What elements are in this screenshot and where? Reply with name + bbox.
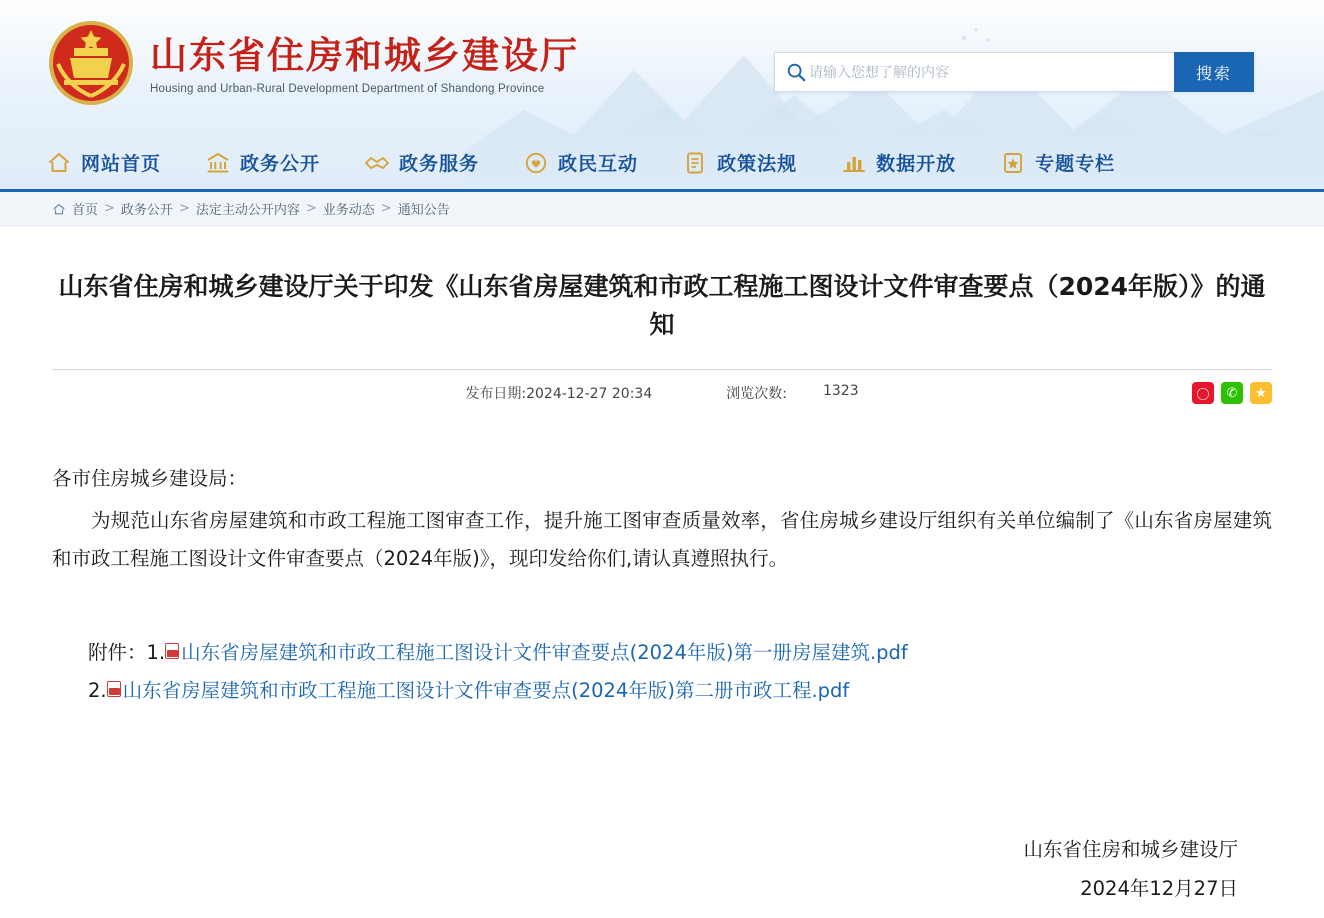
attachments-label: 附件： [88, 641, 147, 665]
qzone-share-icon[interactable]: ★ [1250, 382, 1272, 404]
site-header [0, 0, 1324, 192]
nav-item-special-columns[interactable] [1000, 137, 1115, 189]
breadcrumb-item-statutory-disclosure[interactable]: 法定主动公开内容 [195, 203, 300, 218]
main-navigation [0, 136, 1324, 192]
share-buttons [1192, 382, 1272, 404]
wechat-share-icon[interactable]: ✆ [1221, 382, 1243, 404]
article-body [52, 460, 1272, 578]
breadcrumb-item-home[interactable]: 首页 [72, 203, 99, 218]
nav-item-open-data[interactable] [841, 137, 956, 189]
attachment-number: 1. [146, 641, 166, 665]
home-icon [46, 150, 72, 176]
attachment-row [52, 672, 1272, 710]
search-button[interactable]: 搜索 [1174, 52, 1254, 92]
search-box[interactable] [774, 52, 1174, 92]
salutation: 各市住房城乡建设局： [52, 467, 248, 490]
article-container [0, 268, 1324, 908]
attachment-link-2[interactable]: 山东省房屋建筑和市政工程施工图设计文件审查要点(2024年版)第二册市政工程.pdf [122, 679, 850, 703]
article-signature [52, 830, 1272, 908]
breadcrumb [0, 192, 1324, 226]
signature-date: 2024年12月27日 [1080, 877, 1238, 901]
breadcrumb-separator: > [305, 201, 317, 216]
document-icon [682, 150, 708, 176]
house-icon [52, 202, 66, 216]
grid-star-icon [1000, 150, 1026, 176]
search-input[interactable] [807, 54, 1137, 90]
national-emblem-icon [46, 18, 136, 108]
site-brand[interactable] [46, 18, 579, 108]
nav-label: 政务服务 [399, 153, 480, 175]
nav-label: 网站首页 [81, 153, 162, 175]
attachment-row [52, 634, 1272, 672]
pdf-icon [165, 643, 179, 659]
page-title: 山东省住房和城乡建设厅关于印发《山东省房屋建筑和市政工程施工图设计文件审查要点（2024年版）》的通知 [58, 272, 1266, 339]
nav-item-home[interactable] [46, 137, 161, 189]
heart-chat-icon [523, 150, 549, 176]
attachment-link-1[interactable]: 山东省房屋建筑和市政工程施工图设计文件审查要点(2024年版)第一册房屋建筑.pdf [181, 641, 908, 665]
bar-chart-icon [841, 150, 867, 176]
search-icon [785, 61, 807, 83]
bank-icon [205, 150, 231, 176]
site-title-cn: 山东省住房和城乡建设厅 [150, 34, 579, 78]
handshake-icon [364, 150, 390, 176]
pdf-icon [107, 681, 121, 697]
breadcrumb-separator: > [178, 201, 190, 216]
attachments-section [52, 634, 1272, 710]
signature-organization: 山东省住房和城乡建设厅 [1023, 838, 1238, 862]
nav-label: 政策法规 [717, 153, 798, 175]
breadcrumb-separator: > [380, 201, 392, 216]
attachment-number: 2. [88, 679, 107, 703]
nav-item-government-affairs[interactable] [205, 137, 320, 189]
publish-date: 发布日期:2024-12-27 20:34 [465, 386, 653, 402]
nav-label: 政务公开 [240, 153, 321, 175]
nav-label: 专题专栏 [1035, 153, 1116, 175]
breadcrumb-item-announcements[interactable]: 通知公告 [397, 203, 450, 218]
breadcrumb-item-government-affairs[interactable]: 政务公开 [120, 203, 173, 218]
views-label: 浏览次数: [726, 386, 787, 402]
search-bar[interactable] [774, 52, 1254, 92]
weibo-share-icon[interactable]: 〇 [1192, 382, 1214, 404]
breadcrumb-item-business-news[interactable]: 业务动态 [322, 203, 375, 218]
nav-item-interaction[interactable] [523, 137, 638, 189]
breadcrumb-separator: > [104, 201, 115, 216]
nav-label: 数据开放 [876, 153, 957, 175]
nav-label: 政民互动 [558, 153, 639, 175]
nav-item-services[interactable] [364, 137, 479, 189]
article-paragraph: 为规范山东省房屋建筑和市政工程施工图审查工作，提升施工图审查质量效率，省住房城乡建设厅组织有关单位编制了《山东省房屋建筑和市政工程施工图设计文件审查要点（2024年版)》，现印发给你们,请认真遵照执行。 [52, 509, 1272, 571]
views-count: 1323 [822, 383, 859, 399]
article-meta [52, 370, 1272, 416]
site-title-en: Housing and Urban-Rural Development Department of Shandong Province [150, 82, 545, 95]
nav-item-policy[interactable] [682, 137, 797, 189]
